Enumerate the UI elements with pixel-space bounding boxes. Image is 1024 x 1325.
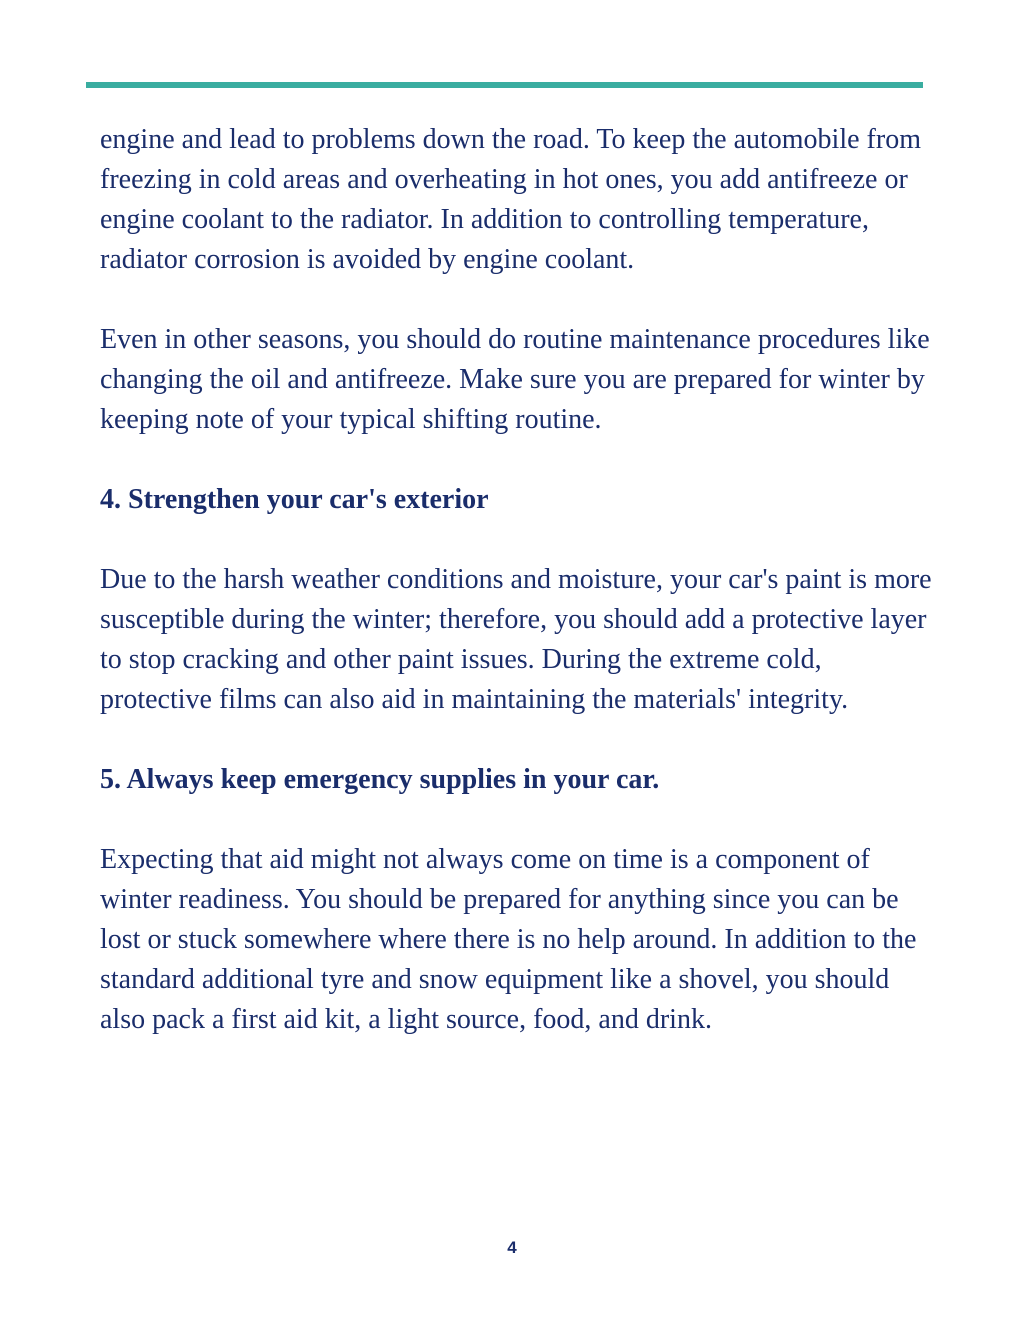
paragraph-paint-protection: Due to the harsh weather conditions and moisture, your car's paint is more susceptible during the winter; therefore, you should add a protective layer to stop cracking and other paint issues. During the extreme cold, protective films can also aid in maintaining the materials' integrity. (100, 564, 932, 715)
heading-strengthen-exterior: 4. Strengthen your car's exterior (100, 484, 489, 515)
document-body (100, 120, 940, 1080)
paragraph-winter-readiness: Expecting that aid might not always come on time is a component of winter readiness. You should be prepared for anything since you can be lost or stuck somewhere where there is no help around. In addition to the standard additional tyre and snow equipment like a shovel, you should also pack a first aid kit, a light source, food, and drink. (100, 844, 917, 1035)
header-rule (86, 82, 923, 88)
paragraph-routine-maintenance: Even in other seasons, you should do routine maintenance procedures like changing the oil and antifreeze. Make sure you are prepared for winter by keeping note of your typical shifting routine. (100, 324, 930, 435)
page-number: 4 (507, 1238, 517, 1257)
paragraph-engine-coolant: engine and lead to problems down the road. To keep the automobile from freezing in cold areas and overheating in hot ones, you add antifreeze or engine coolant to the radiator. In addition to controlling temperature, radiator corrosion is avoided by engine coolant. (100, 124, 921, 275)
heading-emergency-supplies: 5. Always keep emergency supplies in your car. (100, 764, 660, 795)
